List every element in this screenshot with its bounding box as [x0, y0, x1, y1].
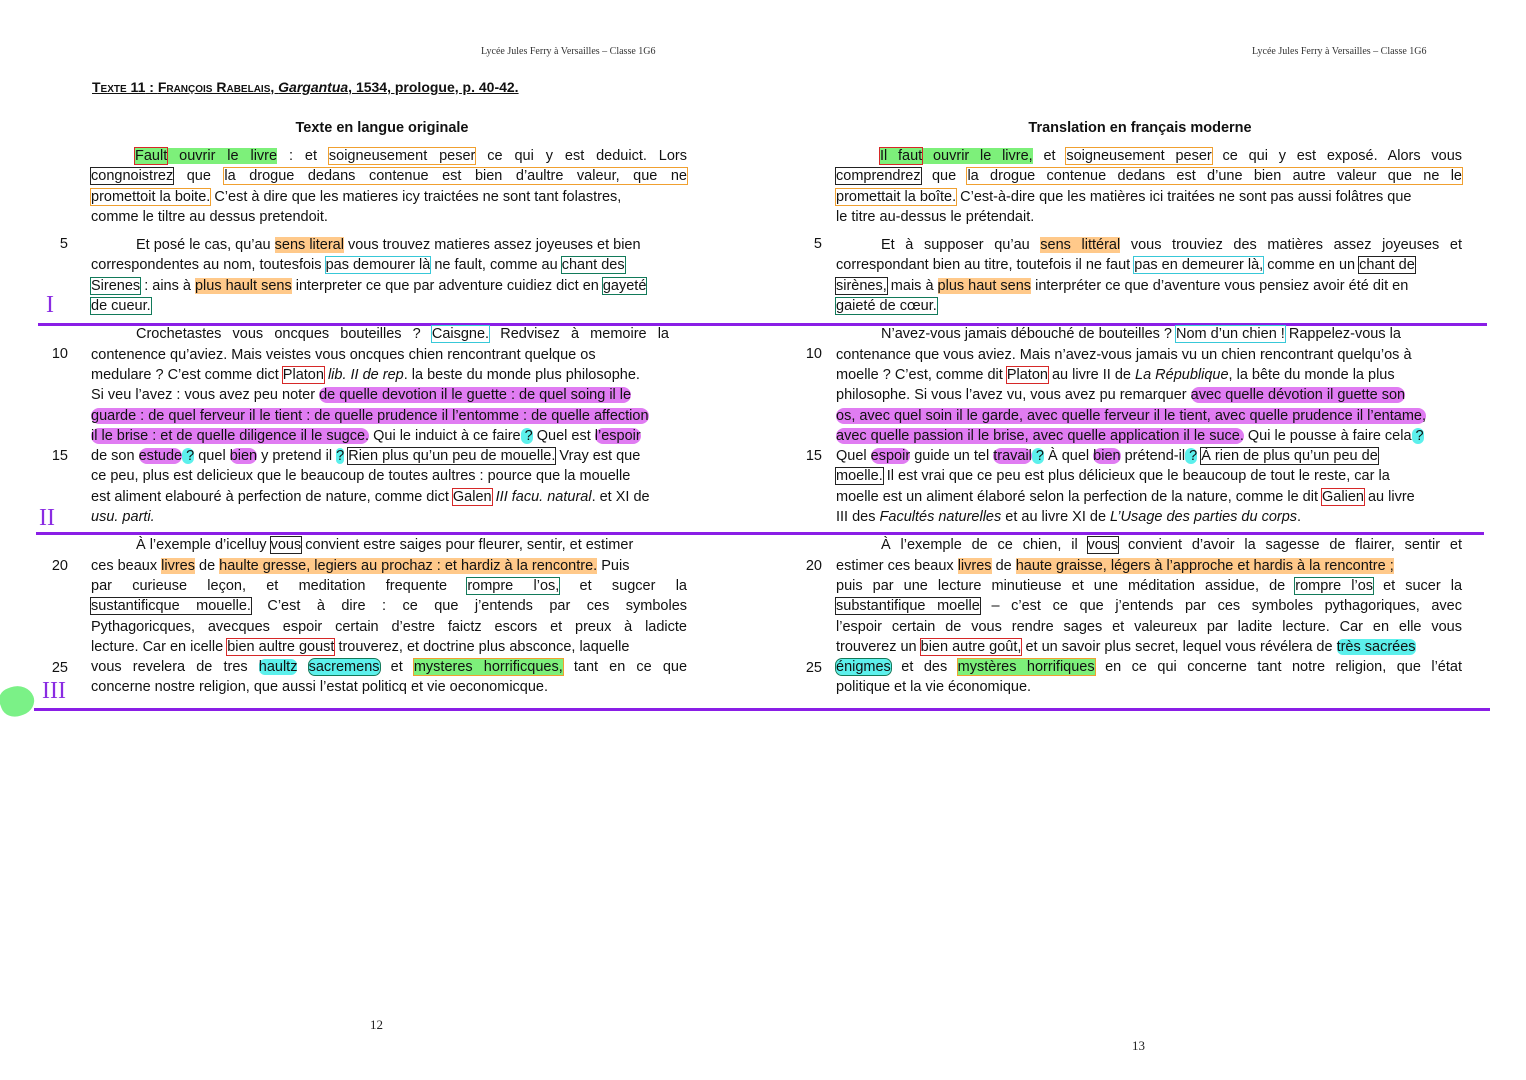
section-mark-2: II: [39, 505, 55, 531]
text-line: III des Facultés naturelles et au livre XI de L’Usage des parties du corps.: [836, 509, 1302, 526]
text-line: Quel espoir guide un tel travail ? À quel bien prétend-il ? À rien de plus qu’un peu de: [836, 448, 1378, 465]
text-line: énigmes et des mystères horrifiques en ce qui concerne tant notre religion, que l’état: [836, 659, 1462, 676]
text-line: de son estude ? quel bien y pretend il ? Rien plus qu’un peu de mouelle. Vray est que: [91, 448, 641, 465]
section-mark-3: III: [42, 678, 66, 704]
text-line: À l’exemple d’icelluy vous convient estre saiges pour fleurer, sentir, et estimer: [136, 537, 634, 554]
text-line: politique et la vie économique.: [836, 679, 1032, 696]
text-line: avec quelle passion il le brise, avec quelle application il le suce. Qui le pousse à faire cela ?: [836, 427, 1424, 444]
text-line: Fault ouvrir le livre : et soigneusement peser ce qui y est deduict. Lors: [135, 148, 687, 164]
text-label: Texte 11: [92, 79, 146, 95]
line-number: 25: [805, 660, 822, 676]
line-number: 20: [805, 558, 822, 574]
title-details: , 1534, prologue, p. 40-42.: [348, 79, 519, 95]
text-line: comme le tiltre au dessus pretendoit.: [91, 208, 328, 225]
left-column-heading: Texte en langue originale: [295, 120, 469, 136]
right-column-heading: Translation en français moderne: [1028, 120, 1252, 136]
text-line: ces beaux livres de haulte gresse, legiers au prochaz : et hardiz à la rencontre. Puis: [91, 557, 630, 574]
text-line: substantifique moelle – c’est ce que j’entends par ces symboles pythagoriques, avec: [836, 598, 1462, 615]
line-number: 20: [51, 558, 68, 574]
text-line: sustantificque mouelle. C’est à dire : ce que j’entends par ces symboles: [91, 598, 688, 615]
text-line: Pythagoricques, avecques espoir certain d’estre faictz escors et preux à ladicte: [91, 618, 687, 635]
text-line: correspondant bien au titre, toutefois il ne faut pas en demeurer là, comme en un chant de: [836, 257, 1415, 274]
text-line: estimer ces beaux livres de haute graisse, légers à l’approche et hardis à la rencontre ;: [836, 557, 1394, 574]
text-line: Si veu l’avez : vous avez peu noter de quelle devotion il le guette : de quel soing il le: [91, 387, 632, 404]
text-line: l’espoir certain de vous rendre sages et valeureux par ladite lecture. Car en elle vous: [836, 618, 1462, 635]
title-sep: :: [145, 79, 158, 95]
text-line: Et posé le cas, qu’au sens literal vous trouvez matieres assez joyeuses et bien: [136, 237, 641, 254]
text-line: concerne nostre religion, que aussi l’estat politicq et vie oeconomicque.: [91, 679, 549, 696]
work-title: Gargantua: [278, 79, 349, 95]
text-line: trouverez un bien autre goût, et un savoir plus secret, lequel vous révélera de très sacrées: [836, 638, 1416, 655]
text-line: Et à supposer qu’au sens littéral vous trouviez des matières assez joyeuses et: [881, 237, 1462, 254]
text-line: guarde : de quel ferveur il le tient : de quelle prudence il l’entomme : de quelle affection: [91, 407, 649, 424]
text-line: gaieté de cœur.: [836, 298, 937, 315]
line-number: 25: [51, 660, 68, 676]
modern-translation: [836, 146, 1462, 698]
text-line: correspondentes au nom, toutesfois pas demourer là ne fault, comme au chant des: [91, 257, 625, 274]
page-number-left: 12: [370, 1017, 383, 1032]
text-line: medulare ? C’est comme dict Platon lib. II de rep. la beste du monde plus philosophe.: [91, 366, 640, 383]
text-line: moelle ? C’est, comme dit Platon au livre II de La République, la bête du monde la plus: [836, 366, 1395, 383]
text-line: lecture. Car en icelle bien aultre goust trouverez, et doctrine plus absconce, laquelle: [91, 638, 630, 655]
text-line: promettait la boîte. C’est-à-dire que les matières ici traitées ne sont pas aussi folâtres que: [836, 188, 1412, 205]
text-line: Crochetastes vous oncques bouteilles ? Caisgne. Redvisez à memoire la: [136, 326, 669, 343]
text-line: puis par une lecture minutieuse et une méditation assidue, de rompre l’os et sucer la: [836, 577, 1463, 594]
line-number: 10: [805, 346, 822, 362]
line-number: 15: [805, 448, 822, 464]
line-number: 10: [51, 346, 68, 362]
text-line: usu. parti.: [91, 509, 155, 526]
text-line: il le brise : et de quelle diligence il le sugce. Qui le induict à ce faire ? Quel est l’espoir: [91, 427, 641, 444]
text-title: Texte 11 : François Rabelais, Gargantua, 1534, prologue, p. 40-42.: [92, 79, 519, 95]
text-line: contenence qu’aviez. Mais veistes vous oncques chien rencontrant quelque os: [91, 346, 596, 363]
line-number: 5: [813, 236, 822, 252]
text-line: le titre au-dessus le prétendait.: [836, 208, 1035, 225]
text-line: moelle est un aliment élaboré selon la perfection de la nature, comme le dit Galien au livre: [836, 488, 1415, 505]
running-head-right: Lycée Jules Ferry à Versailles – Classe 1G6: [1252, 46, 1427, 57]
text-line: sirènes, mais à plus haut sens interpréter ce que d’aventure vous pensiez avoir été dit en: [836, 277, 1409, 294]
text-line: congnoistrez que la drogue dedans contenue est bien d’aultre valeur, que ne: [91, 168, 687, 185]
text-line: philosophe. Si vous l’avez vu, vous avez pu remarquer avec quelle dévotion il guette son: [836, 387, 1406, 404]
original-text: [91, 146, 687, 698]
text-line: par curieuse leçon, et meditation frequente rompre l’os, et sugcer la: [91, 577, 687, 594]
text-line: de cueur.: [91, 298, 151, 315]
text-line: promettoit la boite. C’est à dire que les matieres icy traictées ne sont tant folastres,: [91, 188, 622, 205]
text-line: Il faut ouvrir le livre, et soigneusement peser ce qui y est exposé. Alors vous: [880, 148, 1463, 164]
text-line: vous revelera de tres haultz sacremens et mysteres horrificques, tant en ce que: [91, 659, 688, 676]
text-line: contenance que vous aviez. Mais n’avez-vous jamais vu un chien rencontrant quelqu’os à: [836, 346, 1412, 363]
text-line: ce peu, plus est delicieux que le beaucoup de toutes aultres : pource que la mouelle: [91, 468, 631, 485]
text-line: est aliment elabouré à perfection de nature, comme dict Galen III facu. natural. et XI de: [91, 488, 650, 505]
text-line: N’avez-vous jamais débouché de bouteilles ? Nom d’un chien ! Rappelez-vous la: [881, 326, 1401, 343]
line-number: 15: [51, 448, 68, 464]
text-line: comprendrez que la drogue contenue dedans est d’une bien autre valeur que ne le: [836, 168, 1462, 185]
running-head-left: Lycée Jules Ferry à Versailles – Classe 1G6: [481, 46, 656, 57]
page-number-right: 13: [1132, 1038, 1145, 1053]
text-line: os, avec quel soin il le garde, avec quelle ferveur il le tient, avec quelle prudence il l’entame,: [836, 407, 1427, 424]
text-line: Sirenes : ains à plus hault sens interpreter ce que par adventure cuidiez dict en gayeté: [91, 277, 647, 294]
section-mark-1: I: [46, 292, 54, 318]
green-highlighter-mark: [0, 681, 38, 721]
text-line: À l’exemple de ce chien, il vous convient d’avoir la sagesse de flairer, sentir et: [881, 537, 1463, 554]
text-line: moelle. Il est vrai que ce peu est plus délicieux que le beaucoup de tout le reste, car la: [836, 468, 1390, 485]
author: François Rabelais: [157, 79, 271, 95]
section-separator-3: [34, 708, 1490, 711]
line-number: 5: [59, 236, 68, 252]
